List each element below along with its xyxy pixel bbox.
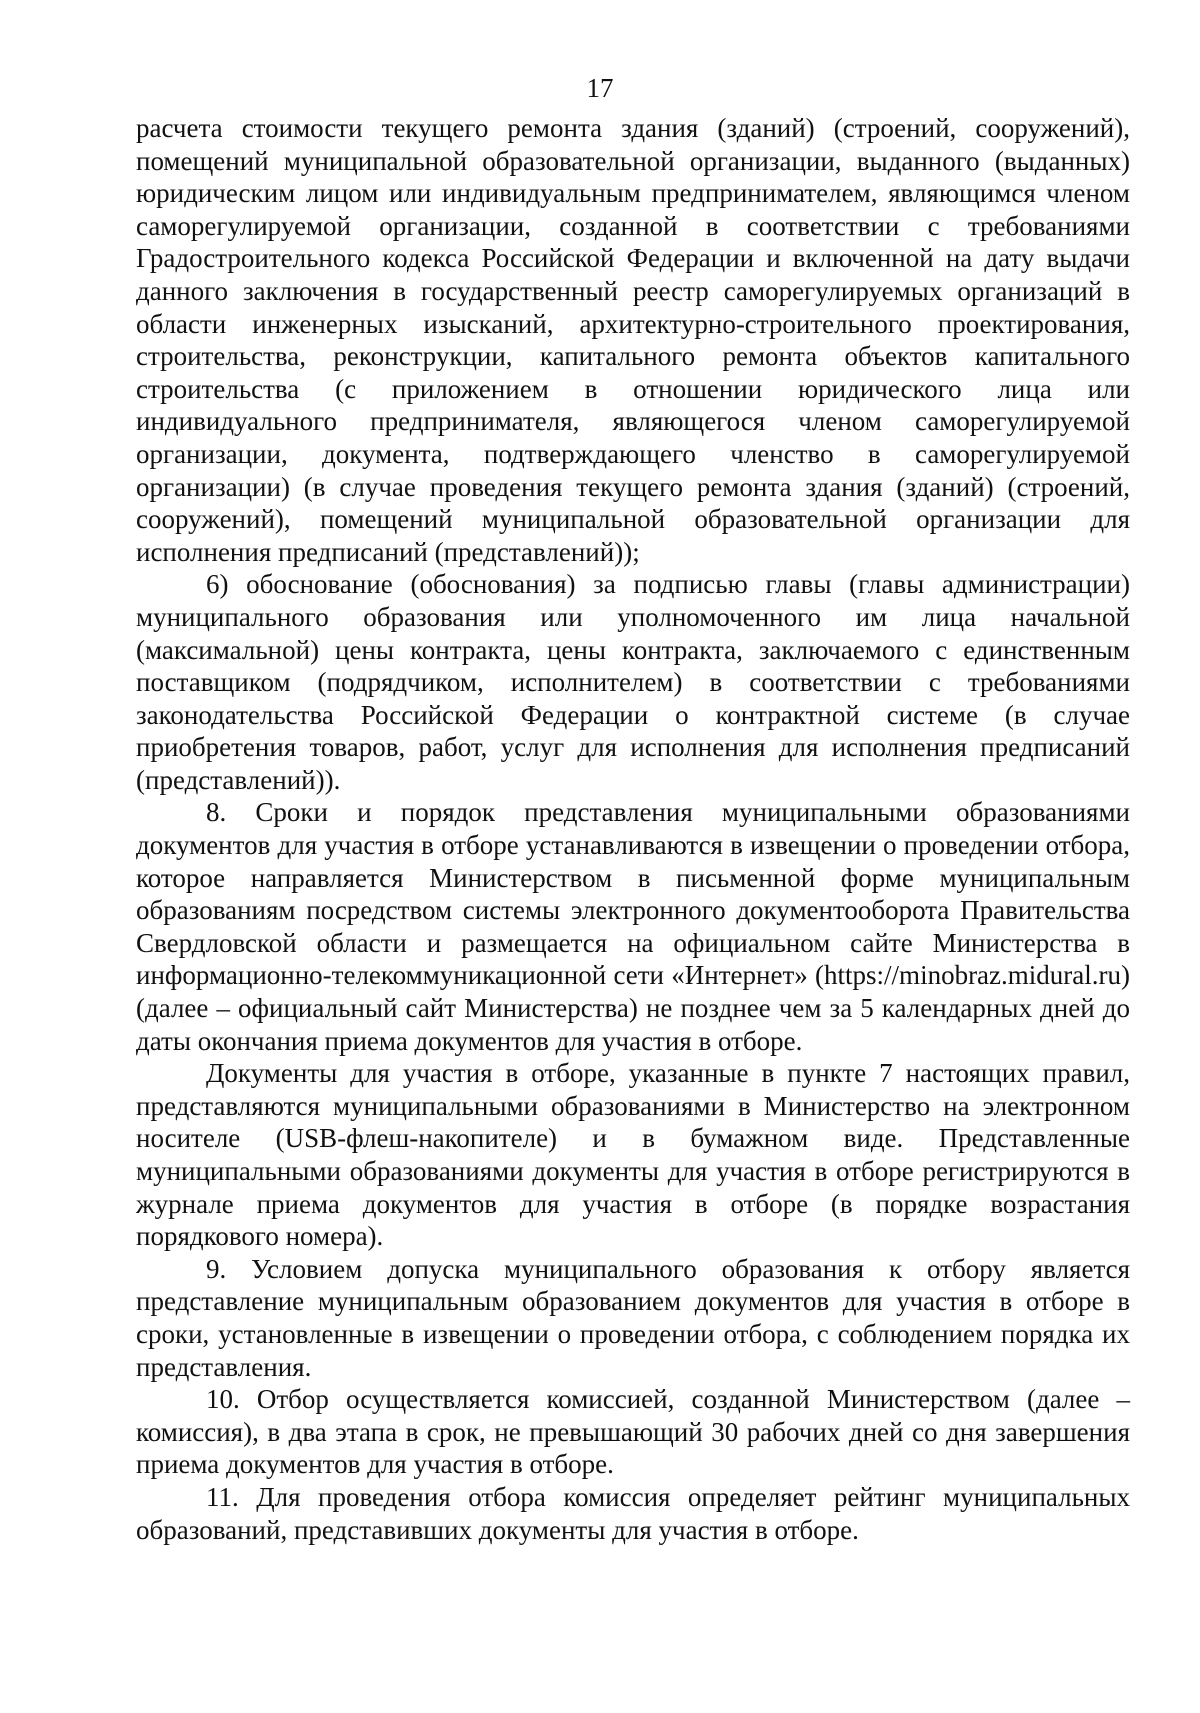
paragraph-clause-11: 11. Для проведения отбора комиссия определяет рейтинг муниципальных образований, представивших документы для участия в отборе. — [136, 1481, 1130, 1545]
page-number: 17 — [586, 73, 614, 103]
paragraph-clause-10: 10. Отбор осуществляется комиссией, созданной Министерством (далее – комиссия), в два этапа в срок, не превышающий 30 рабочих дней со дня завершения приема документов для участия в отборе. — [136, 1384, 1130, 1480]
paragraph-clause-8-documents: Документы для участия в отборе, указанные в пункте 7 настоящих правил, представляются муниципальными образованиями в Министерство на электронном носителе (USB-флеш-накопителе) и в бумажном виде. Представленные муниципальными образованиями документы для участия в отборе регистрируются в журнале приема документов для участия в отборе (в порядке возрастания порядкового номера). — [136, 1058, 1130, 1252]
paragraph-item-6: 6) обоснование (обоснования) за подписью главы (главы администрации) муниципального образования или уполномоченного им лица начальной (максимальной) цены контракта, цены контракта, заключаемого с единственным поставщиком (подрядчиком, исполнителем) в соответствии с требованиями законодательства Российской Федерации о контрактной системе (в случае приобретения товаров, работ, услуг для исполнения для исполнения предписаний (представлений)). — [136, 569, 1130, 795]
paragraph-clause-9: 9. Условием допуска муниципального образования к отбору является представление муниципальным образованием документов для участия в отборе в сроки, установленные в извещении о проведении отбора, с соблюдением порядка их представления. — [136, 1253, 1130, 1382]
paragraph-continuation: расчета стоимости текущего ремонта здания (зданий) (строений, сооружений), помещений муниципальной образовательной организации, выданного (выданных) юридическим лицом или индивидуальным предпринимателем, являющимся членом саморегулируемой организации, созданной в соответствии с требованиями Градостроительного кодекса Российской Федерации и включенной на дату выдачи данного заключения в государственный реестр саморегулируемых организаций в области инженерных изысканий, архитектурно-строительного проектирования, строительства, реконструкции, капитального ремонта объектов капитального строительства (с приложением в отношении юридического лица или индивидуального предпринимателя, являющегося членом саморегулируемой организации, документа, подтверждающего членство в саморегулируемой организации) (в случае проведения текущего ремонта здания (зданий) (строений, сооружений), помещений муниципальной образовательной организации для исполнения предписаний (представлений)); — [136, 113, 1130, 567]
paragraph-clause-8: 8. Сроки и порядок представления муниципальными образованиями документов для участия в отборе устанавливаются в извещении о проведении отбора, которое направляется Министерством в письменной форме муниципальным образованиям посредством системы электронного документооборота Правительства Свердловской области и размещается на официальном сайте Министерства в информационно-телекоммуникационной сети «Интернет» (https://minobraz.midural.ru) (далее – официальный сайт Министерства) не позднее чем за 5 календарных дней до даты окончания приема документов для участия в отборе. — [136, 797, 1130, 1056]
document-body — [136, 112, 1130, 1546]
